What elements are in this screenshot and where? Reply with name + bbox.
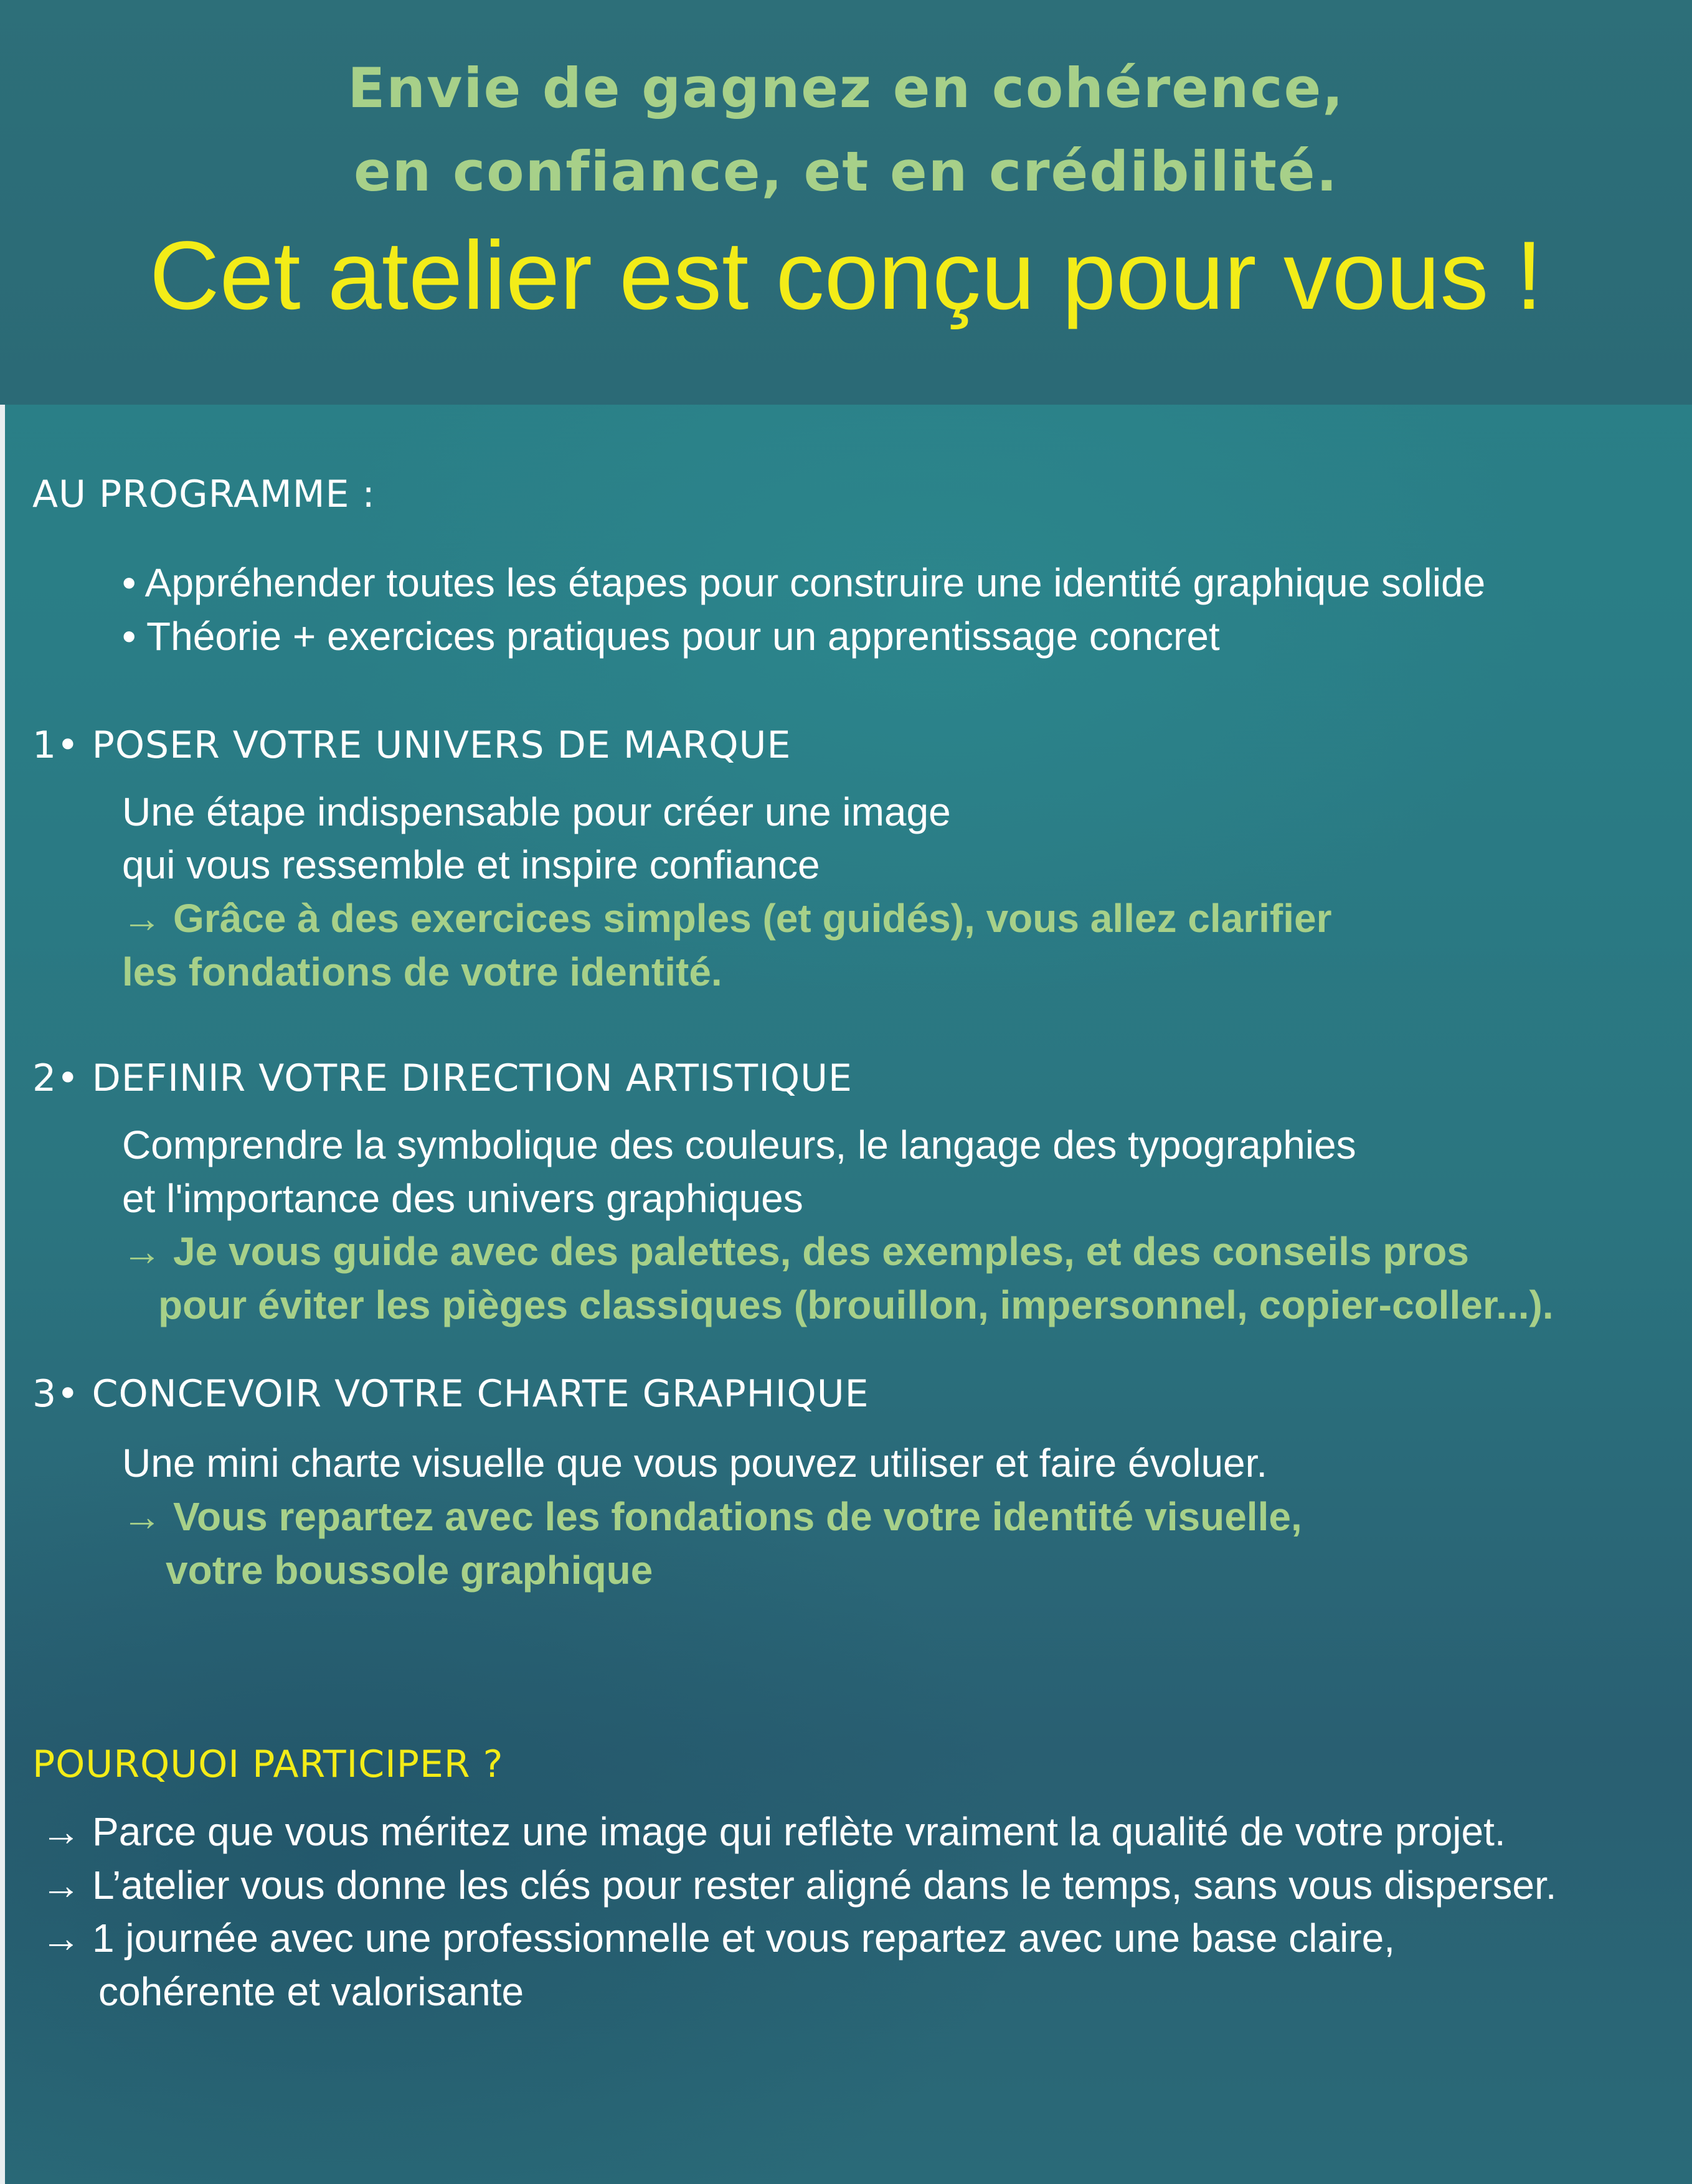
- arrow-right-icon: →: [41, 1916, 81, 1960]
- step-2-highlight-continued: pour éviter les pièges classiques (brouillon, impersonnel, copier-coller...).: [158, 1283, 1554, 1327]
- step-3-highlight-text: Vous repartez avec les fondations de votre identité visuelle,: [173, 1494, 1302, 1539]
- step-1-title: 1• POSER VOTRE UNIVERS DE MARQUE: [32, 723, 792, 767]
- why-item: [41, 1918, 1395, 1958]
- arrow-right-icon: →: [41, 1809, 81, 1854]
- arrow-right-icon: →: [122, 896, 162, 941]
- arrow-right-icon: →: [122, 1494, 162, 1539]
- step-1-text: qui vous ressemble et inspire confiance: [122, 842, 820, 887]
- programme-bullet: • Théorie + exercices pratiques pour un apprentissage concret: [122, 614, 1220, 659]
- why-item-text: L’atelier vous donne les clés pour rester aligné dans le temps, sans vous disperser.: [92, 1863, 1557, 1908]
- step-1-highlight-continued: les fondations de votre identité.: [122, 949, 722, 994]
- hook-line-2: en confiance, et en crédibilité.: [353, 139, 1339, 204]
- hook-line-1: Envie de gagnez en cohérence,: [347, 56, 1345, 120]
- step-2-text: Comprendre la symbolique des couleurs, le langage des typographies: [122, 1123, 1356, 1167]
- arrow-right-icon: →: [122, 1229, 162, 1274]
- header-band: [0, 0, 1692, 405]
- step-1-highlight-text: Grâce à des exercices simples (et guidés), vous allez clarifier: [173, 896, 1332, 941]
- step-1-highlight: [122, 896, 1332, 941]
- step-2-highlight-text: Je vous guide avec des palettes, des exemples, et des conseils pros: [173, 1229, 1469, 1274]
- step-3-highlight-continued: votre boussole graphique: [166, 1548, 653, 1593]
- why-title: POURQUOI PARTICIPER ?: [32, 1743, 504, 1786]
- why-item: [41, 1809, 1506, 1854]
- step-2-text: et l'importance des univers graphiques: [122, 1176, 803, 1221]
- why-item-continued: cohérente et valorisante: [98, 1969, 524, 2014]
- why-item: [41, 1863, 1557, 1908]
- why-item-text: Parce que vous méritez une image qui reflète vraiment la qualité de votre projet.: [92, 1809, 1506, 1854]
- why-item-text: 1 journée avec une professionnelle et vous repartez avec une base claire,: [92, 1916, 1395, 1960]
- step-3-title: 3• CONCEVOIR VOTRE CHARTE GRAPHIQUE: [32, 1372, 869, 1416]
- programme-title: AU PROGRAMME :: [32, 473, 376, 516]
- step-2-highlight: [122, 1229, 1469, 1274]
- headline: Cet atelier est conçu pour vous !: [149, 222, 1543, 330]
- programme-bullet: • Appréhender toutes les étapes pour construire une identité graphique solide: [122, 560, 1486, 605]
- arrow-right-icon: →: [41, 1863, 81, 1908]
- step-3-text: Une mini charte visuelle que vous pouvez utiliser et faire évoluer.: [122, 1441, 1268, 1485]
- step-1-text: Une étape indispensable pour créer une image: [122, 789, 951, 834]
- step-3-highlight: [122, 1494, 1302, 1539]
- step-2-title: 2• DEFINIR VOTRE DIRECTION ARTISTIQUE: [32, 1057, 853, 1100]
